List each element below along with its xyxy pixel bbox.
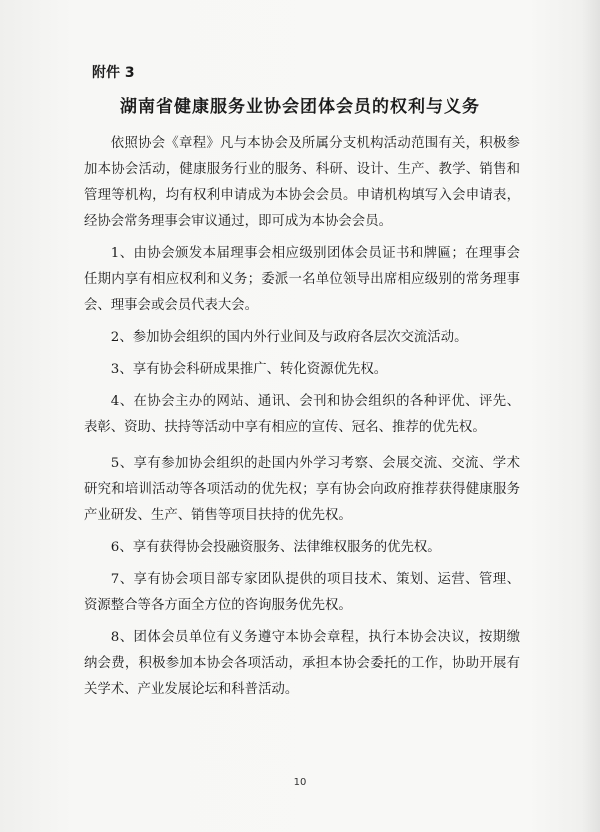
page-number: 10 [293, 777, 307, 788]
paragraph-item-1: 1、由协会颁发本届理事会相应级别团体会员证书和牌匾；在理事会任期内享有相应权利和义务；委派一名单位领导出席相应级别的常务理事会、理事会或会员代表大会。 [84, 246, 520, 313]
scan-edge-shadow [582, 0, 600, 832]
document-title: 湖南省健康服务业协会团体会员的权利与义务 [120, 97, 480, 117]
paragraph-item-4: 4、在协会主办的网站、通讯、会刊和协会组织的各种评优、评先、表彰、资助、扶持等活动中享有相应的宣传、冠名、推荐的优先权。 [84, 394, 520, 435]
paragraph-item-8: 8、团体会员单位有义务遵守本协会章程，执行本协会决议，按期缴纳会费，积极参加本协会各项活动，承担本协会委托的工作，协助开展有关学术、产业发展论坛和科普活动。 [84, 630, 520, 697]
paragraph-item-2: 2、参加协会组织的国内外行业间及与政府各层次交流活动。 [110, 330, 468, 345]
paragraph-intro: 依照协会《章程》凡与本协会及所属分支机构活动范围有关，积极参加本协会活动，健康服务行业的服务、科研、设计、生产、教学、销售和管理等机构，均有权利申请成为本协会会员。申请机构填写入会申请表，经协会常务理事会审议通过，即可成为本协会会员。 [84, 136, 520, 229]
document-body [84, 131, 520, 703]
attachment-label: 附件 3 [92, 65, 135, 81]
paragraph-item-6: 6、享有获得协会投融资服务、法律维权服务的优先权。 [110, 540, 441, 555]
paragraph-item-3: 3、享有协会科研成果推广、转化资源优先权。 [110, 362, 388, 377]
paragraph-item-5: 5、享有参加协会组织的赴国内外学习考察、会展交流、交流、学术研究和培训活动等各项活动的优先权；享有协会向政府推荐获得健康服务产业研发、生产、销售等项目扶持的优先权。 [84, 456, 520, 523]
paragraph-item-7: 7、享有协会项目部专家团队提供的项目技术、策划、运营、管理、资源整合等各方面全方位的咨询服务优先权。 [84, 572, 520, 613]
